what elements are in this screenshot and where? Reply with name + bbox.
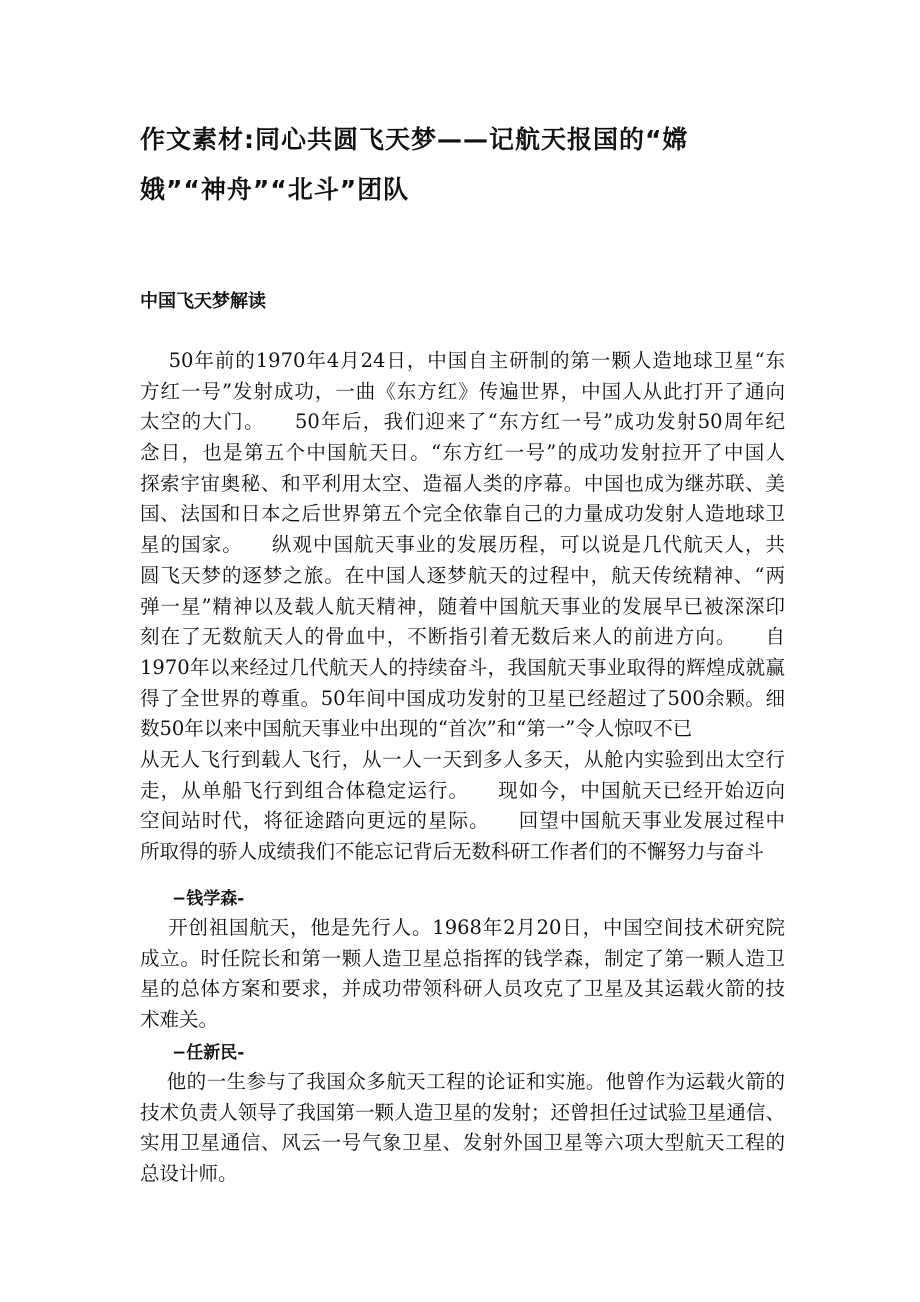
text-line: 成立。时任院长和第一颗人造卫星总指挥的钱学森，制定了第一颗人造卫 bbox=[140, 946, 785, 970]
text-line: 术难关。 bbox=[140, 1008, 219, 1032]
text-line: 探索宇宙奥秘、和平利用太空、造福人类的序幕。中国也成为继苏联、美 bbox=[140, 471, 785, 495]
text-line: 走，从单船飞行到组合体稳定运行。 现如今，中国航天已经开始迈向 bbox=[140, 778, 785, 802]
text-line: 技术负责人领导了我国第一颗人造卫星的发射；还曾担任过试验卫星通信、 bbox=[140, 1100, 785, 1124]
title-line-2: 娥”“神舟”“北斗”团队 bbox=[140, 175, 410, 204]
intro-paragraph bbox=[140, 346, 785, 868]
text-line: 圆飞天梦的逐梦之旅。在中国人逐梦航天的过程中，航天传统精神、“两 bbox=[140, 563, 785, 587]
text-line: 空间站时代，将征途踏向更远的星际。 回望中国航天事业发展过程中 bbox=[140, 809, 785, 833]
text-line: 1970年以来经过几代航天人的持续奋斗，我国航天事业取得的辉煌成就赢 bbox=[140, 655, 785, 679]
text-line: 得了全世界的尊重。50年间中国成功发射的卫星已经超过了500余颗。细 bbox=[140, 686, 785, 710]
text-line: 念日，也是第五个中国航天日。“东方红一号”的成功发射拉开了中国人 bbox=[140, 441, 785, 465]
text-line: 开创祖国航天，他是先行人。1968年2月20日，中国空间技术研究院 bbox=[140, 916, 785, 939]
text-line: 太空的大门。 50年后，我们迎来了“东方红一号”成功发射50周年纪 bbox=[140, 410, 785, 434]
person-name-ren: −任新民- bbox=[172, 1043, 245, 1063]
text-line: 弹一星”精神以及载人航天精神，随着中国航天事业的发展早已被深深印 bbox=[140, 594, 785, 618]
text-line: 数50年以来中国航天事业中出现的“首次”和“第一”令人惊叹不已 bbox=[140, 717, 693, 741]
text-line: 50年前的1970年4月24日，中国自主研制的第一颗人造地球卫星“东 bbox=[140, 349, 785, 372]
title-line-1: 作文素材:同心共圆飞天梦——记航天报国的“嫦 bbox=[140, 125, 689, 154]
text-line: 星的国家。 纵观中国航天事业的发展历程，可以说是几代航天人，共 bbox=[140, 533, 785, 557]
text-line: 总设计师。 bbox=[140, 1162, 238, 1186]
text-line: 从无人飞行到载人飞行，从一人一天到多人多天，从舱内实验到出太空行 bbox=[140, 747, 785, 771]
text-line: 他的一生参与了我国众多航天工程的论证和实施。他曾作为运载火箭的 bbox=[140, 1070, 785, 1093]
person-bio-ren bbox=[140, 1067, 785, 1190]
person-bio-qian bbox=[140, 913, 785, 1036]
section-heading: 中国飞天梦解读 bbox=[140, 291, 266, 312]
text-line: 星的总体方案和要求，并成功带领科研人员攻克了卫星及其运载火箭的技 bbox=[140, 977, 785, 1001]
person-name-qian: −钱学森- bbox=[172, 889, 245, 909]
text-line: 刻在了无数航天人的骨血中，不断指引着无数后来人的前进方向。 自 bbox=[140, 625, 785, 649]
text-line: 所取得的骄人成绩我们不能忘记背后无数科研工作者们的不懈努力与奋斗 bbox=[140, 840, 765, 863]
text-line: 国、法国和日本之后世界第五个完全依靠自己的力量成功发射人造地球卫 bbox=[140, 502, 785, 526]
text-line: 实用卫星通信、风云一号气象卫星、发射外国卫星等六项大型航天工程的 bbox=[140, 1131, 785, 1155]
text-line: 方红一号”发射成功，一曲《东方红》传遍世界，中国人从此打开了通向 bbox=[140, 379, 785, 403]
